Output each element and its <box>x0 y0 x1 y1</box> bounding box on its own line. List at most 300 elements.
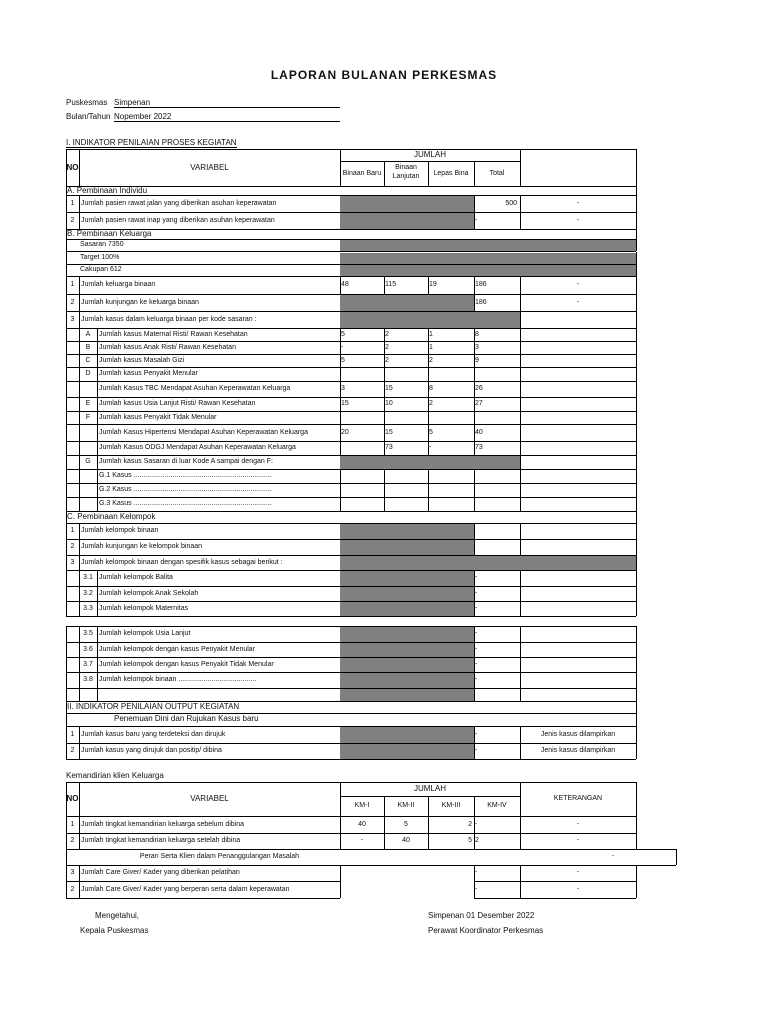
column-divider <box>520 381 521 397</box>
row-code: B <box>85 344 91 351</box>
column-divider <box>636 881 637 898</box>
section2-subtitle: Penemuan Dini dan Rujukan Kasus baru <box>114 713 259 727</box>
column-divider <box>474 367 475 381</box>
row-divider <box>474 898 636 899</box>
column-divider <box>66 626 67 642</box>
column-divider <box>79 865 80 881</box>
cell-keterangan: - <box>576 200 580 207</box>
column-divider <box>66 642 67 657</box>
row-label: Jumlah kasus Usia Lanjut Risti/ Rawan Kesehatan <box>99 400 256 407</box>
column-divider <box>66 469 67 483</box>
row-label: Jumlah kasus Penyakit Tidak Menular <box>99 414 217 421</box>
row-label: G.2 Kasus ....................................................................... <box>99 486 272 493</box>
puskesmas-label: Puskesmas <box>66 98 108 107</box>
cell-lepas-bina: 5 <box>429 429 433 436</box>
column-divider <box>520 523 521 539</box>
cell-lepas-bina: 2 <box>429 400 433 407</box>
column-divider <box>97 354 98 367</box>
cell-keterangan: - <box>576 299 580 306</box>
cell-lepas-bina: 1 <box>429 331 433 338</box>
column-divider <box>340 497 341 511</box>
cell-km4: 2 <box>475 837 479 844</box>
row-number: 1 <box>70 281 75 288</box>
column-divider <box>520 411 521 424</box>
header-no: NO <box>66 794 79 803</box>
column-divider <box>636 816 637 833</box>
row-code: F <box>85 414 91 421</box>
column-divider <box>636 311 637 328</box>
column-divider <box>636 865 637 881</box>
cell-binaan-lanjutan: 2 <box>385 331 389 338</box>
shaded-cell <box>340 658 474 672</box>
cell-km4: - <box>475 821 478 828</box>
column-divider <box>97 586 98 601</box>
column-divider <box>66 570 67 586</box>
shaded-cell <box>340 643 474 657</box>
row-label: Jumlah kasus yang dirujuk dan positip/ dibina <box>81 747 222 754</box>
row-number: 2 <box>70 747 75 754</box>
row-number: 2 <box>70 299 75 306</box>
column-divider <box>79 726 80 743</box>
column-divider <box>428 483 429 497</box>
column-divider <box>66 713 67 726</box>
column-divider <box>636 726 637 743</box>
column-divider <box>520 441 521 455</box>
shaded-cell <box>340 689 474 701</box>
header-variabel: VARIABEL <box>190 163 229 172</box>
shaded-cell <box>340 265 636 276</box>
column-divider <box>97 469 98 483</box>
column-divider <box>97 570 98 586</box>
cell-total: - <box>475 646 478 653</box>
column-divider <box>79 743 80 759</box>
cell-binaan-baru: 5 <box>341 357 345 364</box>
cell-total: - <box>475 574 478 581</box>
row-label: G.1 Kasus ....................................................................... <box>99 472 272 479</box>
row-code <box>79 441 97 455</box>
column-divider <box>340 865 341 881</box>
cell-total: 3 <box>475 344 479 351</box>
column-divider <box>636 424 637 441</box>
cell-binaan-baru: 20 <box>341 429 349 436</box>
column-divider <box>474 469 475 483</box>
column-divider <box>66 657 67 672</box>
row-divider <box>66 759 636 760</box>
column-divider <box>636 743 637 759</box>
shaded-cell <box>340 540 474 555</box>
column-divider <box>520 688 521 701</box>
column-divider <box>66 354 67 367</box>
row-number: 1 <box>70 731 75 738</box>
column-divider <box>474 539 475 555</box>
column-divider <box>636 601 637 616</box>
report-title: LAPORAN BULANAN PERKESMAS <box>270 68 498 82</box>
row-number: 2 <box>70 543 75 550</box>
column-divider <box>520 672 521 688</box>
column-divider <box>474 483 475 497</box>
cell-lepas-bina: 1 <box>429 344 433 351</box>
header-no: NO <box>66 163 79 172</box>
row-label: Jumlah Kasus Hipertensi Mendapat Asuhan Keperawatan Keluarga <box>99 429 308 436</box>
header-total: Total <box>489 170 505 177</box>
column-divider <box>636 252 637 264</box>
row-label: Jumlah kasus baru yang terdeteksi dan dirujuk <box>81 731 226 738</box>
column-divider <box>79 833 80 849</box>
column-divider <box>520 642 521 657</box>
row-label: Jumlah kelompok binaan <box>81 527 159 534</box>
row-label: Jumlah kunjungan ke kelompok binaan <box>81 543 203 550</box>
row-number: 3.2 <box>83 590 93 597</box>
column-divider <box>636 657 637 672</box>
column-divider <box>79 881 80 898</box>
column-divider <box>384 411 385 424</box>
row-number: 3.7 <box>83 661 93 668</box>
cell-lepas-bina: 2 <box>429 357 433 364</box>
cell-binaan-lanjutan: 2 <box>385 344 389 351</box>
row-divider <box>66 616 636 617</box>
shaded-cell <box>340 253 636 264</box>
row-label: Jumlah kasus Anak Risti/ Rawan Kesehatan <box>99 344 236 351</box>
column-divider <box>520 497 521 511</box>
column-divider <box>520 657 521 672</box>
row-label: Jumlah Kasus TBC Mendapat Asuhan Keperawatan Keluarga <box>99 385 291 392</box>
column-divider <box>66 239 67 251</box>
cell-km2: 40 <box>402 837 410 844</box>
column-divider <box>66 601 67 616</box>
header-binaan-baru: Binaan Baru <box>342 170 382 177</box>
column-divider <box>636 341 637 354</box>
column-divider <box>636 367 637 381</box>
shaded-cell <box>340 556 636 570</box>
row-number: 2 <box>70 217 75 224</box>
column-divider <box>636 511 637 523</box>
row-number: 2 <box>70 837 75 844</box>
column-divider <box>79 212 80 229</box>
section-a-title: A. Pembinaan Individu <box>67 186 148 195</box>
row-label: Jumlah kelompok Balita <box>99 574 173 581</box>
cell-km3: 5 <box>468 837 472 844</box>
column-divider <box>636 354 637 367</box>
row-number: 3 <box>70 559 75 566</box>
kepala-label: Kepala Puskesmas <box>80 926 149 935</box>
column-divider <box>97 642 98 657</box>
shaded-cell <box>340 456 520 469</box>
column-divider <box>97 455 98 469</box>
shaded-cell <box>340 673 474 688</box>
column-divider <box>636 276 637 294</box>
cell-keterangan: Jenis kasus dilampirkan <box>540 731 616 738</box>
cakupan-value: Cakupan 612 <box>80 266 122 273</box>
row-number: 3.1 <box>83 574 93 581</box>
row-code-g: G <box>85 458 91 465</box>
row-label: Jumlah kelompok Maternitas <box>99 605 189 612</box>
column-divider <box>636 381 637 397</box>
column-divider <box>340 411 341 424</box>
row-number: 3.6 <box>83 646 93 653</box>
section3-title: Kemandirian klien Keluarga <box>66 771 164 780</box>
cell-keterangan: - <box>576 821 580 828</box>
column-divider <box>636 626 637 642</box>
row-number: 3.3 <box>83 605 93 612</box>
cell-keterangan: - <box>576 886 580 893</box>
row-label: Jumlah Care Giver/ Kader yang berperan serta dalam keperawatan <box>81 886 290 893</box>
column-divider <box>636 469 637 483</box>
row-label: Jumlah tingkat kemandirian keluarga setelah dibina <box>81 837 241 844</box>
row-label: Jumlah kelompok binaan ........................................ <box>99 676 257 683</box>
cell-lepas-bina: - <box>429 444 432 451</box>
column-divider <box>636 642 637 657</box>
column-divider <box>520 424 521 441</box>
column-divider <box>66 672 67 688</box>
cell-km1: - <box>360 837 364 844</box>
cell-total: 9 <box>475 357 479 364</box>
column-divider <box>97 672 98 688</box>
shaded-cell <box>340 744 474 759</box>
column-divider <box>520 483 521 497</box>
row-label: Jumlah kelompok dengan kasus Penyakit Menular <box>99 646 256 653</box>
column-divider <box>66 424 67 441</box>
cell-total: - <box>475 731 478 738</box>
column-divider <box>66 497 67 511</box>
cell-total: 8 <box>475 331 479 338</box>
column-divider <box>97 483 98 497</box>
column-divider <box>428 367 429 381</box>
row-label: G.3 Kasus ....................................................................... <box>99 500 272 507</box>
header-km4: KM-IV <box>487 802 507 809</box>
cell-lepas-bina: 8 <box>429 385 433 392</box>
column-divider <box>66 264 67 276</box>
row-label: Jumlah kunjungan ke keluarga binaan <box>81 299 199 306</box>
shaded-cell <box>340 213 474 229</box>
column-divider <box>66 688 67 701</box>
column-divider <box>520 367 521 381</box>
row-divider <box>66 898 340 899</box>
shaded-cell <box>340 602 474 616</box>
cell-total: 186 <box>475 281 487 288</box>
column-divider <box>66 341 67 354</box>
column-divider <box>636 586 637 601</box>
column-divider <box>97 341 98 354</box>
shaded-cell <box>340 196 474 212</box>
shaded-cell <box>340 524 474 539</box>
column-divider <box>520 586 521 601</box>
header-jumlah: JUMLAH <box>413 784 446 793</box>
column-divider <box>97 381 98 397</box>
column-divider <box>97 497 98 511</box>
sasaran-value: Sasaran 7350 <box>80 241 124 248</box>
column-divider <box>636 539 637 555</box>
column-divider <box>66 455 67 469</box>
cell-keterangan: Jenis kasus dilampirkan <box>540 747 616 754</box>
row-label: Jumlah Care Giver/ Kader yang diberikan pelatihan <box>81 869 240 876</box>
header-km2: KM-II <box>397 802 415 809</box>
row-number: 3 <box>70 316 75 323</box>
cell-total: - <box>475 217 478 224</box>
cell-keterangan: - <box>576 281 580 288</box>
column-divider <box>79 539 80 555</box>
row-code: D <box>85 370 91 377</box>
shaded-cell <box>340 312 520 328</box>
column-divider <box>636 264 637 276</box>
place-date: Simpenan 01 Desember 2022 <box>428 911 535 920</box>
cell-lepas-bina: 19 <box>429 281 437 288</box>
target-value: Target 100% <box>80 254 120 261</box>
column-divider <box>66 441 67 455</box>
row-label: Jumlah pasien rawat jalan yang diberikan asuhan keperawatan <box>81 200 277 207</box>
column-divider <box>79 311 80 328</box>
column-divider <box>636 782 637 816</box>
peran-ket: - <box>611 853 615 860</box>
column-divider <box>97 367 98 381</box>
row-number: 3 <box>70 869 75 876</box>
row-code <box>79 424 97 441</box>
column-divider <box>97 441 98 455</box>
row-label: Jumlah kasus Maternal Risti/ Rawan Kesehatan <box>99 331 248 338</box>
column-divider <box>384 497 385 511</box>
column-divider <box>97 601 98 616</box>
cell-keterangan: - <box>576 217 580 224</box>
column-divider <box>520 570 521 586</box>
column-divider <box>384 367 385 381</box>
cell-total: 500 <box>505 200 517 207</box>
row-label: Jumlah pasien rawat inap yang diberikan asuhan keperawatan <box>81 217 275 224</box>
column-divider <box>66 849 67 865</box>
header-lepas-bina: Lepas Bina <box>433 170 469 177</box>
mengetahui-label: Mengetahui, <box>95 911 140 920</box>
column-divider <box>340 881 341 898</box>
column-divider <box>636 441 637 455</box>
cell-keterangan: - <box>576 837 580 844</box>
cell-total: 73 <box>475 444 483 451</box>
cell-binaan-baru: - <box>341 344 344 351</box>
column-divider <box>520 397 521 411</box>
column-divider <box>474 497 475 511</box>
column-divider <box>520 354 521 367</box>
bulan-label: Bulan/Tahun <box>66 112 111 121</box>
column-divider <box>636 186 637 195</box>
column-divider <box>520 601 521 616</box>
column-divider <box>428 411 429 424</box>
row-label: Jumlah keluarga binaan <box>81 281 156 288</box>
cell-binaan-baru: 3 <box>341 385 345 392</box>
shaded-cell <box>340 727 474 743</box>
row-label: Jumlah kasus dalam keluarga binaan per kode sasaran : <box>81 316 257 323</box>
column-divider <box>97 626 98 642</box>
column-divider <box>636 149 637 186</box>
cell-km1: 40 <box>358 821 366 828</box>
section-b-title: B. Pembinaan Keluarga <box>67 229 152 238</box>
column-divider <box>636 555 637 570</box>
column-divider <box>636 833 637 849</box>
header-km1: KM-I <box>354 802 370 809</box>
row-label: Jumlah kasus Masalah Gizi <box>99 357 185 364</box>
column-divider <box>79 688 80 701</box>
row-code: E <box>85 400 91 407</box>
header-keterangan: KETERANGAN <box>553 795 603 802</box>
column-divider <box>636 713 637 726</box>
column-divider <box>636 212 637 229</box>
peran-title: Peran Serta Klien dalam Penanggulangan Masalah <box>139 853 300 860</box>
cell-total: 26 <box>475 385 483 392</box>
section-c-title: C. Pembinaan Kelompok <box>67 512 156 521</box>
cell-binaan-lanjutan: 15 <box>385 429 393 436</box>
shaded-cell <box>340 295 474 311</box>
column-divider <box>79 523 80 539</box>
column-divider <box>97 411 98 424</box>
row-label: Jumlah tingkat kemandirian keluarga sebelum dibina <box>81 821 245 828</box>
row-number: 1 <box>70 821 75 828</box>
cell-km4: - <box>475 869 478 876</box>
row-label: Jumlah kelompok Usia Lanjut <box>99 630 191 637</box>
column-divider <box>428 469 429 483</box>
row-code <box>79 381 97 397</box>
column-divider <box>79 483 80 497</box>
column-divider <box>636 411 637 424</box>
section2-title: II. INDIKATOR PENILAIAN OUTPUT KEGIATAN <box>67 702 240 711</box>
cell-total: 186 <box>475 299 487 306</box>
row-number: 3.5 <box>83 630 93 637</box>
column-divider <box>636 570 637 586</box>
cell-total: - <box>475 676 478 683</box>
column-divider <box>97 397 98 411</box>
row-number: 2 <box>70 886 75 893</box>
column-divider <box>340 367 341 381</box>
row-divider <box>66 251 636 252</box>
column-divider <box>636 701 637 713</box>
cell-binaan-lanjutan: 73 <box>385 444 393 451</box>
puskesmas-value: Simpenan <box>114 98 340 108</box>
column-divider <box>384 469 385 483</box>
column-divider <box>97 688 98 701</box>
column-divider <box>474 688 475 701</box>
column-divider <box>636 688 637 701</box>
row-label: Jumlah kelompok Anak Sekolah <box>99 590 199 597</box>
cell-km2: 5 <box>404 821 408 828</box>
cell-total: - <box>475 590 478 597</box>
cell-total: - <box>475 605 478 612</box>
row-number: 3.8 <box>83 676 93 683</box>
column-divider <box>79 816 80 833</box>
cell-km4: - <box>475 886 478 893</box>
row-number: 1 <box>70 527 75 534</box>
shaded-cell <box>340 587 474 601</box>
column-divider <box>520 149 521 186</box>
header-jumlah: JUMLAH <box>413 150 446 159</box>
column-divider <box>97 657 98 672</box>
cell-total: 40 <box>475 429 483 436</box>
column-divider <box>66 381 67 397</box>
column-divider <box>66 252 67 264</box>
column-divider <box>79 294 80 311</box>
column-divider <box>636 672 637 688</box>
column-divider <box>66 328 67 341</box>
column-divider <box>66 483 67 497</box>
header-variabel: VARIABEL <box>190 794 229 803</box>
column-divider <box>66 397 67 411</box>
row-label: Jumlah kelompok binaan dengan spesifik kasus sebagai berikut : <box>81 559 283 566</box>
bulan-value: Nopember 2022 <box>114 112 340 122</box>
section1-title: I. INDIKATOR PENILAIAN PROSES KEGIATAN <box>66 138 237 147</box>
column-divider <box>384 483 385 497</box>
column-divider <box>520 539 521 555</box>
row-number: 1 <box>70 200 75 207</box>
cell-binaan-lanjutan: 2 <box>385 357 389 364</box>
column-divider <box>636 483 637 497</box>
column-divider <box>636 497 637 511</box>
column-divider <box>79 469 80 483</box>
cell-binaan-baru: 48 <box>341 281 349 288</box>
column-divider <box>340 469 341 483</box>
